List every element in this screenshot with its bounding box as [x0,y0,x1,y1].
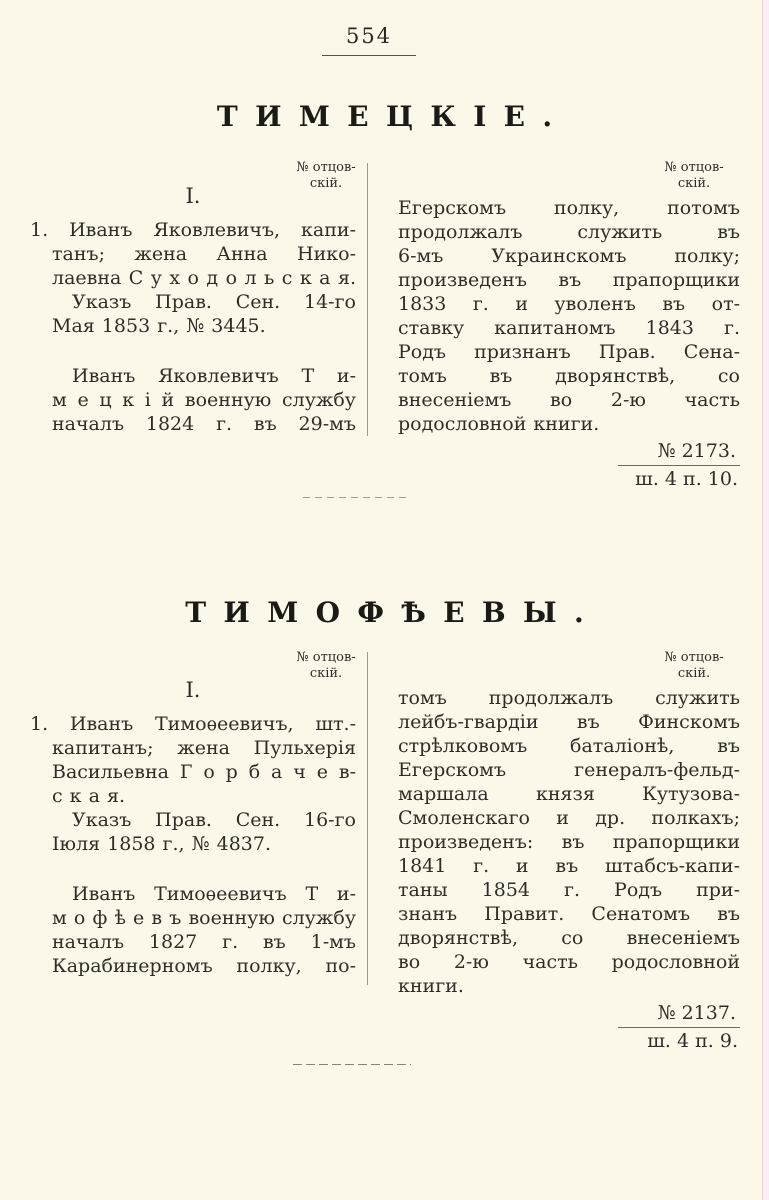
text-line: во 2-ю часть родословной [398,951,740,973]
shelf-reference: ш. 4 п. 9. [647,1030,738,1052]
left-column-1 [30,184,356,436]
column-header-right [656,650,732,682]
column-header-text: № отцов- [664,650,724,665]
column-divider [367,652,368,985]
page-bottom-divider [293,1064,411,1065]
section-heading-timetskie: ТИМЕЦКІЕ. [216,100,570,133]
shelf-reference: ш. 4 п. 10. [635,468,738,490]
column-header-text: № отцов- [296,650,356,665]
text-line: 6-мъ Украинскомъ полку; [398,245,740,267]
text-line: томъ продолжалъ служить [398,687,740,709]
right-column-1 [398,196,740,491]
text-line: 1. Иванъ Яковлевичъ, капи- [30,219,356,241]
entry-paragraph [398,196,740,436]
text-line: 1833 г. и уволенъ въ от- [398,293,740,315]
text-line: Указъ Прав. Сен. 14-го [72,291,356,313]
right-column-2 [398,686,740,1053]
text-line: 1841 г. и въ штабсъ-капи- [398,855,740,877]
text-line: Егерскомъ генералъ-фельд- [398,759,740,781]
text-line: танъ; жена Анна Нико- [52,243,356,265]
case-number: № 2137. [657,1002,736,1024]
column-divider [367,163,368,436]
archive-reference [398,1001,740,1053]
text-line: началъ 1827 г. въ 1-мъ [52,931,356,953]
text-line: Мая 1853 г., № 3445. [52,315,266,337]
text-line: 1. Иванъ Тимоѳеевичъ, шт.- [30,713,356,735]
reference-rule [618,465,740,466]
text-line: Иванъ Яковлевичъ Т и- [72,365,356,387]
text-line: томъ въ дворянствѣ, со [398,365,740,387]
text-line: произведенъ: въ прапорщики [398,831,740,853]
text-line: с к а я. [52,785,125,807]
column-header-text: скій. [309,176,343,191]
case-number: № 2173. [657,440,736,462]
reference-rule [618,1027,740,1028]
text-line: лейбъ-гвардіи въ Финскомъ [398,711,740,733]
entry-paragraph [30,364,356,436]
text-line: маршала князя Кутузова- [398,783,740,805]
text-line: ставку капитаномъ 1843 г. [398,317,740,339]
entry-paragraph [30,882,356,978]
text-line: м о ф ѣ е в ъ военную службу [52,907,356,929]
text-line: лаевна С у х о д о л ь с к а я. [52,267,356,289]
column-header-text: № отцов- [296,160,356,175]
text-line: произведенъ въ прапорщики [398,269,740,291]
text-line: продолжалъ служить въ [398,221,740,243]
text-line: знанъ Правит. Сенатомъ въ [398,903,740,925]
roman-numeral: I. [185,678,201,702]
text-line: Егерскомъ полку, потомъ [398,197,740,219]
text-line: Родъ признанъ Прав. Сена- [398,341,740,363]
entry-paragraph [30,712,356,856]
archive-reference [398,439,740,491]
text-line: таны 1854 г. Родъ при- [398,879,740,901]
text-line: стрѣлковомъ баталіонѣ, въ [398,735,740,757]
roman-numeral: I. [185,184,201,208]
section-divider [303,497,411,498]
text-line: началъ 1824 г. въ 29-мъ [52,413,356,435]
text-line: Іюля 1858 г., № 4837. [52,833,272,855]
column-header-text: № отцов- [664,160,724,175]
text-line: Васильевна Г о р б а ч е в- [52,761,356,783]
column-header-text: скій. [677,176,711,191]
column-header-text: скій. [677,666,711,681]
page-number: 554 [322,24,416,56]
text-line: книги. [398,975,464,997]
text-line: Смоленскаго и др. полкахъ; [398,807,740,829]
entry-paragraph [398,686,740,998]
entry-paragraph [30,218,356,338]
text-line: Иванъ Тимоѳеевичъ Т и- [72,883,356,905]
text-line: Карабинерномъ полку, по- [52,955,356,977]
left-column-2 [30,678,356,978]
text-line: Указъ Прав. Сен. 16-го [72,809,356,831]
column-header-right [656,160,732,192]
section-heading-timofeevy: ТИМОФѢЕВЫ. [185,596,602,629]
text-line: капитанъ; жена Пульхерія [52,737,356,759]
text-line: м е ц к і й военную службу [52,389,356,411]
text-line: дворянствѣ, со внесеніемъ [398,927,740,949]
text-line: внесеніемъ во 2-ю часть [398,389,740,411]
column-header-text: скій. [309,666,343,681]
text-line: родословной книги. [398,413,600,435]
